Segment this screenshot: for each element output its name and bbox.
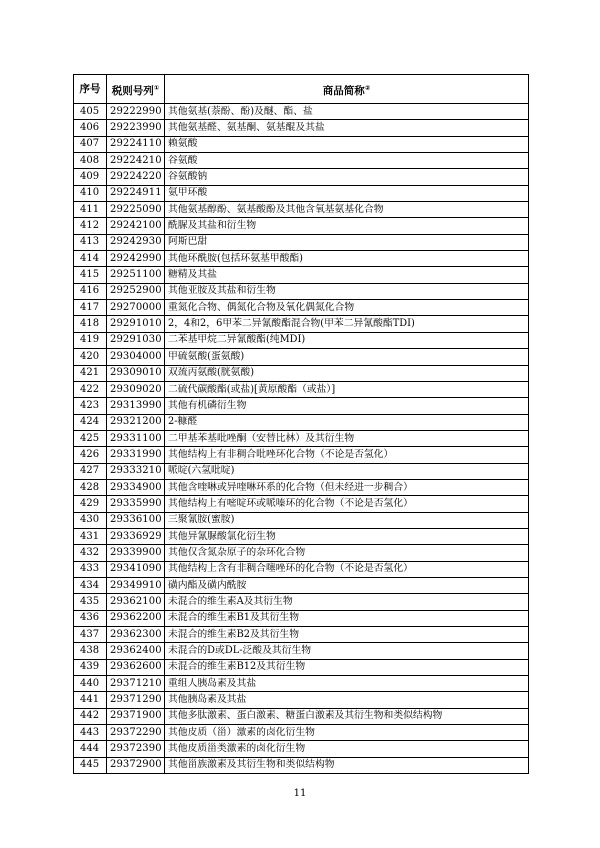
product-name-cell: 其他甾族激素及其衍生物和类似结构物 <box>165 757 529 773</box>
product-name-cell: 磺内酯及磺内酰胺 <box>165 577 529 593</box>
table-row <box>74 365 529 381</box>
product-name-cell: 未混合的维生素B1及其衍生物 <box>165 610 529 626</box>
serial-number-cell: 437 <box>74 627 107 643</box>
table-row <box>74 496 529 512</box>
serial-number-cell: 416 <box>74 283 107 299</box>
tariff-code-cell: 29331100 <box>107 430 165 446</box>
table-row <box>74 414 529 430</box>
table-row <box>74 430 529 446</box>
tariff-code-cell: 29371290 <box>107 692 165 708</box>
product-name-cell: 重氮化合物、偶氮化合物及氧化偶氮化合物 <box>165 300 529 316</box>
page-number: 11 <box>293 788 307 799</box>
tariff-code-cell: 29242100 <box>107 218 165 234</box>
serial-number-cell: 413 <box>74 234 107 250</box>
serial-number-cell: 444 <box>74 741 107 757</box>
product-name-cell: 哌啶(六氢吡啶) <box>165 463 529 479</box>
product-name-cell: 其他异氰脲酸氯化衍生物 <box>165 528 529 544</box>
product-name-cell: 三聚氰胺(蜜胺) <box>165 512 529 528</box>
table-row <box>74 659 529 675</box>
serial-number-cell: 430 <box>74 512 107 528</box>
header-serial-number: 序号 <box>74 75 107 104</box>
tariff-code-cell: 29339900 <box>107 545 165 561</box>
product-name-cell: 阿斯巴甜 <box>165 234 529 250</box>
product-name-cell: 二硫代碳酸酯(或盐)[黄原酸酯（或盐）] <box>165 381 529 397</box>
serial-number-cell: 442 <box>74 708 107 724</box>
product-name-cell: 甲硫氨酸(蛋氨酸) <box>165 349 529 365</box>
table-row <box>74 332 529 348</box>
tariff-code-cell: 29224110 <box>107 136 165 152</box>
tariff-code-cell: 29291030 <box>107 332 165 348</box>
serial-number-cell: 415 <box>74 267 107 283</box>
serial-number-cell: 426 <box>74 447 107 463</box>
serial-number-cell: 428 <box>74 479 107 495</box>
serial-number-cell: 421 <box>74 365 107 381</box>
serial-number-cell: 423 <box>74 398 107 414</box>
product-name-cell: 其他亚胺及其盐和衍生物 <box>165 283 529 299</box>
tariff-code-cell: 29291010 <box>107 316 165 332</box>
product-name-cell: 二甲基苯基吡唑酮（安替比林）及其衍生物 <box>165 430 529 446</box>
product-name-cell: 其他多肽激素、蛋白激素、糖蛋白激素及其衍生物和类似结构物 <box>165 708 529 724</box>
serial-number-cell: 408 <box>74 153 107 169</box>
tariff-code-cell: 29252900 <box>107 283 165 299</box>
table-row <box>74 577 529 593</box>
tariff-code-cell: 29224220 <box>107 169 165 185</box>
product-name-cell: 未混合的维生素A及其衍生物 <box>165 594 529 610</box>
serial-number-cell: 436 <box>74 610 107 626</box>
product-name-cell: 谷氨酸钠 <box>165 169 529 185</box>
table-row <box>74 251 529 267</box>
header-tariff-code: 税则号列① <box>107 75 165 104</box>
serial-number-cell: 433 <box>74 561 107 577</box>
serial-number-cell: 425 <box>74 430 107 446</box>
table-row <box>74 267 529 283</box>
tariff-code-cell: 29362300 <box>107 627 165 643</box>
table-row <box>74 283 529 299</box>
product-name-cell: 其他结构上有非稠合吡唑环化合物（不论是否氢化） <box>165 447 529 463</box>
product-name-cell: 其他仅含氮杂原子的杂环化合物 <box>165 545 529 561</box>
tariff-code-cell: 29341090 <box>107 561 165 577</box>
table-row <box>74 545 529 561</box>
tariff-code-cell: 29372900 <box>107 757 165 773</box>
serial-number-cell: 435 <box>74 594 107 610</box>
table-row <box>74 741 529 757</box>
table-row <box>74 627 529 643</box>
tariff-code-cell: 29321200 <box>107 414 165 430</box>
product-name-cell: 其他氨基醇酚、氨基酸酚及其他含氧基氨基化合物 <box>165 202 529 218</box>
product-name-cell: 其他氨基醛、氨基酮、氨基醌及其盐 <box>165 120 529 136</box>
tariff-code-cell: 29362200 <box>107 610 165 626</box>
serial-number-cell: 429 <box>74 496 107 512</box>
table-row <box>74 610 529 626</box>
serial-number-cell: 432 <box>74 545 107 561</box>
table-row <box>74 169 529 185</box>
serial-number-cell: 407 <box>74 136 107 152</box>
serial-number-cell: 424 <box>74 414 107 430</box>
table-row <box>74 381 529 397</box>
product-name-cell: 未混合的维生素B12及其衍生物 <box>165 659 529 675</box>
table-row <box>74 136 529 152</box>
serial-number-cell: 434 <box>74 577 107 593</box>
serial-number-cell: 418 <box>74 316 107 332</box>
product-name-cell: 重组人胰岛素及其盐 <box>165 676 529 692</box>
tariff-code-cell: 29224210 <box>107 153 165 169</box>
serial-number-cell: 405 <box>74 104 107 120</box>
serial-number-cell: 440 <box>74 676 107 692</box>
tariff-code-cell: 29304000 <box>107 349 165 365</box>
tariff-code-cell: 29313990 <box>107 398 165 414</box>
tariff-code-cell: 29222990 <box>107 104 165 120</box>
table-row <box>74 447 529 463</box>
tariff-code-cell: 29336929 <box>107 528 165 544</box>
table-row <box>74 398 529 414</box>
tariff-code-cell: 29371900 <box>107 708 165 724</box>
tariff-code-cell: 29372390 <box>107 741 165 757</box>
product-name-cell: 氨甲环酸 <box>165 185 529 201</box>
table-row <box>74 594 529 610</box>
product-name-cell: 赖氨酸 <box>165 136 529 152</box>
tariff-code-cell: 29223990 <box>107 120 165 136</box>
tariff-code-cell: 29362400 <box>107 643 165 659</box>
table-row <box>74 463 529 479</box>
product-name-cell: 其他结构上有嘧啶环或哌嗪环的化合物（不论是否氢化） <box>165 496 529 512</box>
serial-number-cell: 409 <box>74 169 107 185</box>
serial-number-cell: 431 <box>74 528 107 544</box>
tariff-code-cell: 29251100 <box>107 267 165 283</box>
tariff-code-cell: 29335990 <box>107 496 165 512</box>
table-row <box>74 218 529 234</box>
product-name-cell: 未混合的维生素B2及其衍生物 <box>165 627 529 643</box>
serial-number-cell: 441 <box>74 692 107 708</box>
table-row <box>74 676 529 692</box>
serial-number-cell: 406 <box>74 120 107 136</box>
product-name-cell: 其他环酰胺(包括环氨基甲酸酯) <box>165 251 529 267</box>
table-header-row <box>74 75 529 104</box>
table-row <box>74 725 529 741</box>
table-row <box>74 349 529 365</box>
product-name-cell: 2，4和2，6甲苯二异氰酸酯混合物(甲苯二异氰酸酯TDI) <box>165 316 529 332</box>
table-row <box>74 234 529 250</box>
tariff-code-cell: 29349910 <box>107 577 165 593</box>
product-name-cell: 谷氨酸 <box>165 153 529 169</box>
serial-number-cell: 443 <box>74 725 107 741</box>
table-body <box>74 104 529 774</box>
product-name-cell: 其他胰岛素及其盐 <box>165 692 529 708</box>
product-name-cell: 其他皮质甾类激素的卤化衍生物 <box>165 741 529 757</box>
serial-number-cell: 419 <box>74 332 107 348</box>
table-row <box>74 153 529 169</box>
table-row <box>74 528 529 544</box>
table-row <box>74 479 529 495</box>
serial-number-cell: 422 <box>74 381 107 397</box>
footnote-marker: ② <box>364 83 371 92</box>
footnote-marker: ① <box>153 83 160 92</box>
tariff-code-cell: 29242930 <box>107 234 165 250</box>
product-name-cell: 双巯丙氨酸(胱氨酸) <box>165 365 529 381</box>
table-row <box>74 561 529 577</box>
tariff-code-cell: 29362600 <box>107 659 165 675</box>
serial-number-cell: 439 <box>74 659 107 675</box>
tariff-code-cell: 29362100 <box>107 594 165 610</box>
tariff-code-cell: 29336100 <box>107 512 165 528</box>
table-row <box>74 120 529 136</box>
table-row <box>74 104 529 120</box>
table-row <box>74 300 529 316</box>
table-row <box>74 708 529 724</box>
tariff-code-cell: 29333210 <box>107 463 165 479</box>
tariff-code-cell: 29372290 <box>107 725 165 741</box>
serial-number-cell: 411 <box>74 202 107 218</box>
table-row <box>74 202 529 218</box>
product-name-cell: 未混合的D或DL-泛酸及其衍生物 <box>165 643 529 659</box>
header-product-name: 商品简称② <box>165 75 529 104</box>
serial-number-cell: 445 <box>74 757 107 773</box>
table-row <box>74 185 529 201</box>
product-name-cell: 其他含喹啉或异喹啉环系的化合物（但未经进一步稠合） <box>165 479 529 495</box>
serial-number-cell: 410 <box>74 185 107 201</box>
serial-number-cell: 438 <box>74 643 107 659</box>
product-name-cell: 其他氨基(萘酚、酚)及醚、酯、盐 <box>165 104 529 120</box>
table-row <box>74 643 529 659</box>
product-name-cell: 二苯基甲烷二异氰酸酯(纯MDI) <box>165 332 529 348</box>
tariff-code-cell: 29309010 <box>107 365 165 381</box>
product-name-cell: 2-糠醛 <box>165 414 529 430</box>
tariff-code-cell: 29242990 <box>107 251 165 267</box>
table-row <box>74 757 529 773</box>
serial-number-cell: 427 <box>74 463 107 479</box>
tariff-code-cell: 29309020 <box>107 381 165 397</box>
product-name-cell: 其他皮质（甾）激素的卤化衍生物 <box>165 725 529 741</box>
tariff-code-cell: 29225090 <box>107 202 165 218</box>
tariff-code-cell: 29371210 <box>107 676 165 692</box>
product-name-cell: 其他结构上含有非稠合噻唑环的化合物（不论是否氢化） <box>165 561 529 577</box>
tariff-table <box>73 74 529 774</box>
serial-number-cell: 414 <box>74 251 107 267</box>
table-row <box>74 512 529 528</box>
table-row <box>74 316 529 332</box>
serial-number-cell: 412 <box>74 218 107 234</box>
serial-number-cell: 420 <box>74 349 107 365</box>
tariff-code-cell: 29334900 <box>107 479 165 495</box>
tariff-code-cell: 29224911 <box>107 185 165 201</box>
product-name-cell: 其他有机磷衍生物 <box>165 398 529 414</box>
tariff-code-cell: 29270000 <box>107 300 165 316</box>
table-row <box>74 692 529 708</box>
tariff-code-cell: 29331990 <box>107 447 165 463</box>
product-name-cell: 糖精及其盐 <box>165 267 529 283</box>
serial-number-cell: 417 <box>74 300 107 316</box>
product-name-cell: 酰脲及其盐和衍生物 <box>165 218 529 234</box>
